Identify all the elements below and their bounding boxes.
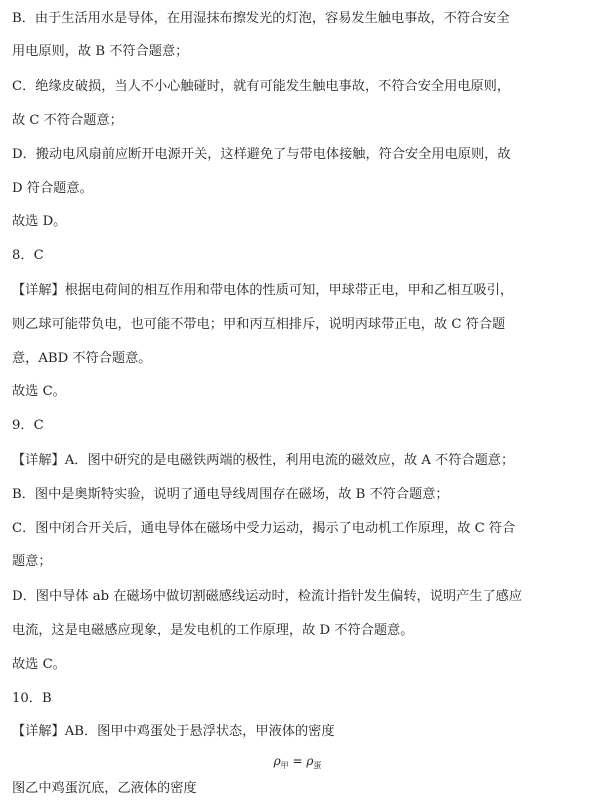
- text-line: 【详解】根据电荷间的相互作用和带电体的性质可知，甲球带正电，甲和乙相互吸引，: [12, 283, 514, 298]
- text-line: 则乙球可能带负电，也可能不带电；甲和丙互相排斥，说明丙球带正电，故 C 符合题: [12, 317, 506, 332]
- formula-lhs-symbol: ρ: [273, 754, 281, 768]
- text-line: 故选 D。: [12, 214, 67, 229]
- density-formula: [0, 752, 595, 775]
- text-line: 故选 C。: [12, 384, 66, 399]
- formula-equals: =: [292, 754, 303, 768]
- text-line: 意，ABD 不符合题意。: [12, 351, 152, 366]
- question-answer: 8．C: [12, 248, 44, 263]
- text-line: 【详解】AB．图甲中鸡蛋处于悬浮状态，甲液体的密度: [12, 724, 335, 739]
- text-line: 题意；: [12, 554, 52, 569]
- text-line: D 符合题意。: [12, 181, 93, 196]
- text-line: D．图中导体 ab 在磁场中做切割磁感线运动时，检流计指针发生偏转，说明产生了感应: [12, 589, 523, 604]
- text-line: D．搬动电风扇前应断开电源开关，这样避免了与带电体接触，符合安全用电原则，故: [12, 147, 511, 162]
- text-line: 故选 C。: [12, 657, 66, 672]
- text-line: B．由于生活用水是导体，在用湿抹布擦发光的灯泡，容易发生触电事故，不符合安全: [12, 11, 510, 26]
- text-line: 图乙中鸡蛋沉底，乙液体的密度: [12, 781, 197, 796]
- formula-rhs-symbol: ρ: [306, 754, 314, 768]
- text-line: 电流，这是电磁感应现象，是发电机的工作原理，故 D 不符合题意。: [12, 623, 414, 638]
- text-line: 用电原则，故 B 不符合题意；: [12, 44, 189, 59]
- formula-lhs-subscript: 甲: [280, 761, 289, 770]
- text-line: C．绝缘皮破损，当人不小心触碰时，就有可能发生触电事故，不符合安全用电原则，: [12, 79, 511, 94]
- text-line: 故 C 不符合题意；: [12, 113, 123, 128]
- text-line: 【详解】A．图中研究的是电磁铁两端的极性，利用电流的磁效应，故 A 不符合题意；: [12, 453, 515, 468]
- text-line: B．图中是奥斯特实验，说明了通电导线周围存在磁场，故 B 不符合题意；: [12, 487, 449, 502]
- formula-rhs-subscript: 蛋: [313, 761, 322, 770]
- question-answer: 10．B: [12, 691, 52, 706]
- question-answer: 9．C: [12, 418, 44, 433]
- text-line: C．图中闭合开关后，通电导体在磁场中受力运动，揭示了电动机工作原理，故 C 符合: [12, 521, 516, 536]
